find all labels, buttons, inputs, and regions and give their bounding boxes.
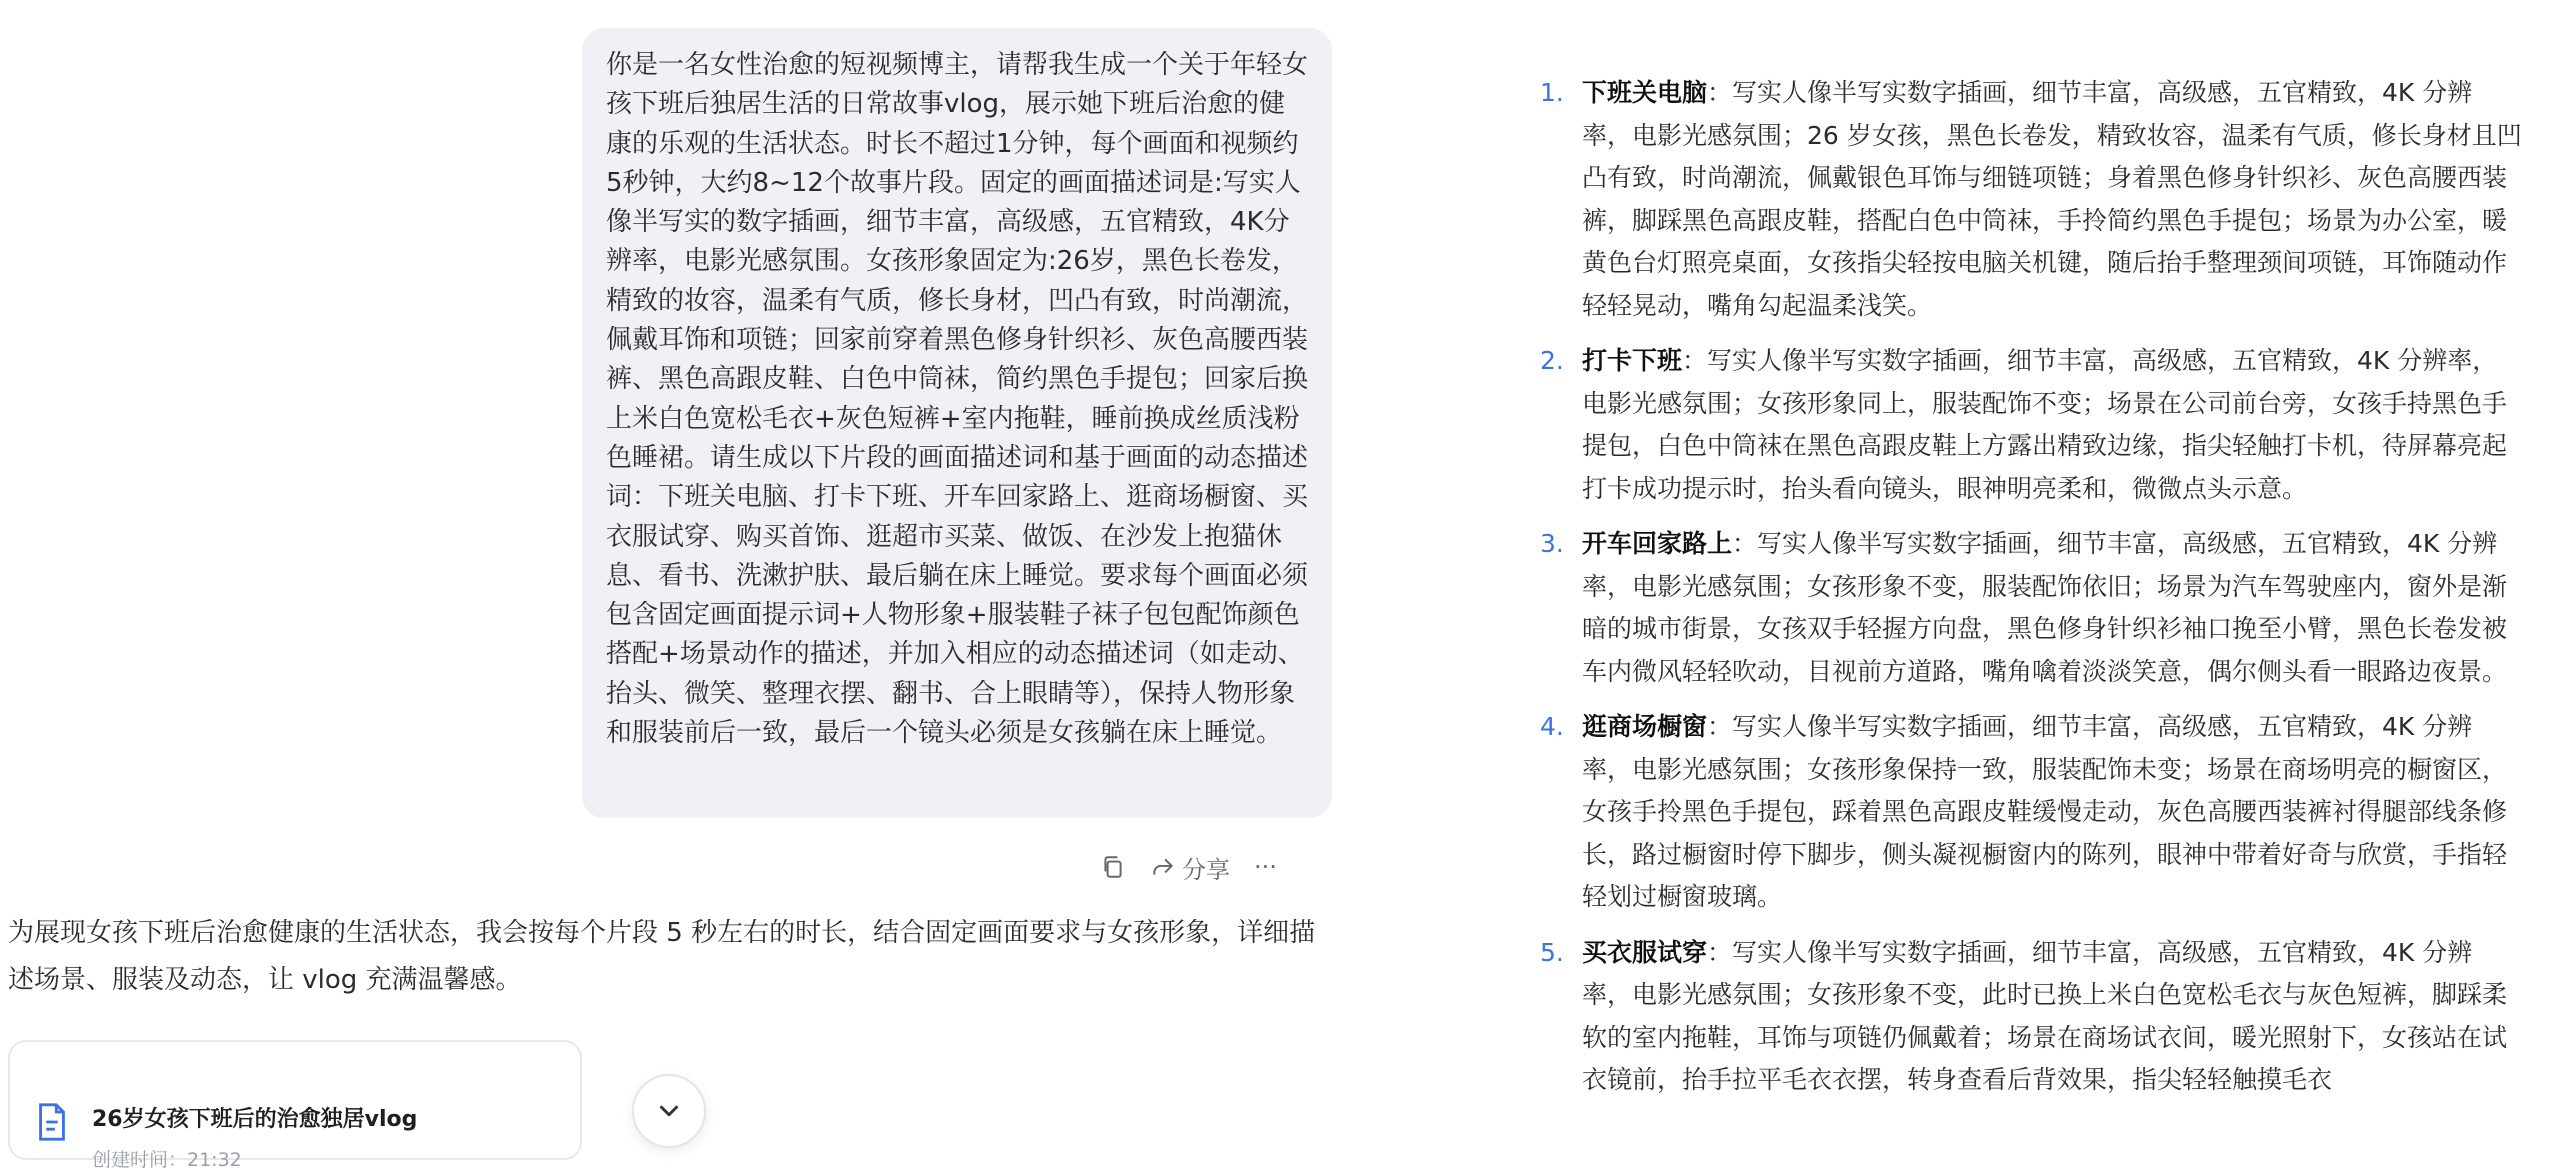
document-icon: [34, 1102, 70, 1142]
list-item-text: [1582, 932, 2522, 1102]
list-item: [1540, 932, 2522, 1102]
list-number: 2.: [1540, 346, 1564, 375]
list-item-description: ：写实人像半写实数字插画，细节丰富，高级感，五官精致，4K 分辨率，电影光感氛围；女孩形象同上，服装配饰不变；场景在公司前台旁，女孩手持黑色手提包，白色中筒袜在黑色高跟皮鞋上方露出精致边缘，指尖轻触打卡机，待屏幕亮起打卡成功提示时，抬头看向镜头，眼神明亮柔和，微微点头示意。: [1582, 346, 2508, 503]
message-actions: [1100, 847, 1277, 887]
list-item-title: 打卡下班: [1582, 346, 1683, 375]
list-item-title: 开车回家路上: [1582, 529, 1733, 558]
list-item-description: ：写实人像半写实数字插画，细节丰富，高级感，五官精致，4K 分辨率，电影光感氛围；女孩形象不变，此时已换上米白色宽松毛衣与灰色短裤，脚踩柔软的室内拖鞋，耳饰与项链仍佩戴着；场景在商场试衣间，暖光照射下，女孩站在试衣镜前，抬手拉平毛衣衣摆，转身查看后背效果，指尖轻轻触摸毛衣: [1582, 937, 2508, 1094]
list-item-text: [1582, 523, 2522, 693]
list-number: 3.: [1540, 529, 1564, 558]
list-item: [1540, 523, 2522, 693]
list-item-description: ：写实人像半写实数字插画，细节丰富，高级感，五官精致，4K 分辨率，电影光感氛围；26 岁女孩，黑色长卷发，精致妆容，温柔有气质，修长身材且凹凸有致，时尚潮流，佩戴银色耳饰与细链项链；身着黑色修身针织衫、灰色高腰西装裤，脚踩黑色高跟皮鞋，搭配白色中筒袜，手拎简约黑色手提包；场景为办公室，暖黄色台灯照亮桌面，女孩指尖轻按电脑关机键，随后抬手整理颈间项链，耳饰随动作轻轻晃动，嘴角勾起温柔浅笑。: [1582, 78, 2522, 320]
list-item-title: 买衣服试穿: [1582, 937, 1708, 967]
list-item-title: 下班关电脑: [1582, 78, 1708, 107]
document-title: 26岁女孩下班后的治愈独居vlog: [92, 1107, 418, 1132]
storyboard-list: [1540, 72, 2522, 1115]
scroll-to-bottom-button[interactable]: [632, 1074, 706, 1148]
share-icon: [1150, 854, 1176, 880]
assistant-intro-text: 为展现女孩下班后治愈健康的生活状态，我会按每个片段 5 秒左右的时长，结合固定画面要求与女孩形象，详细描述场景、服装及动态，让 vlog 充满温馨感。: [8, 918, 1316, 995]
list-item: [1540, 340, 2522, 510]
user-message-text: 你是一名女性治愈的短视频博主，请帮我生成一个关于年轻女孩下班后独居生活的日常故事vlog，展示她下班后治愈的健康的乐观的生活状态。时长不超过1分钟，每个画面和视频约5秒钟，大约8~12个故事片段。固定的画面描述词是:写实人像半写实的数字插画，细节丰富，高级感，五官精致，4K分辨率，电影光感氛围。女孩形象固定为:26岁，黑色长卷发，精致的妆容，温柔有气质，修长身材，凹凸有致，时尚潮流，佩戴耳饰和项链；回家前穿着黑色修身针织衫、灰色高腰西装裤、黑色高跟皮鞋、白色中筒袜，简约黑色手提包；回家后换上米白色宽松毛衣+灰色短裤+室内拖鞋，睡前换成丝质浅粉色睡裙。请生成以下片段的画面描述词和基于画面的动态描述词：下班关电脑、打卡下班、开车回家路上、逛商场橱窗、买衣服试穿、购买首饰、逛超市买菜、做饭、在沙发上抱猫休息、看书、洗漱护肤、最后躺在床上睡觉。要求每个画面必须包含固定画面提示词+人物形象+服装鞋子袜子包包配饰颜色搭配+场景动作的描述，并加入相应的动态描述词（如走动、抬头、微笑、整理衣摆、翻书、合上眼睛等），保持人物形象和服装前后一致，最后一个镜头必须是女孩躺在床上睡觉。: [606, 50, 1309, 749]
list-item: [1540, 706, 2522, 919]
copy-icon: [1100, 854, 1126, 880]
list-item-description: ：写实人像半写实数字插画，细节丰富，高级感，五官精致，4K 分辨率，电影光感氛围；女孩形象不变，服装配饰依旧；场景为汽车驾驶座内，窗外是渐暗的城市街景，女孩双手轻握方向盘，黑色修身针织衫袖口挽至小臂，黑色长卷发被车内微风轻轻吹动，目视前方道路，嘴角噙着淡淡笑意，偶尔侧头看一眼路边夜景。: [1582, 529, 2508, 686]
copy-button[interactable]: [1100, 854, 1126, 880]
user-message-bubble: [582, 28, 1332, 818]
list-item-description: ：写实人像半写实数字插画，细节丰富，高级感，五官精致，4K 分辨率，电影光感氛围；女孩形象保持一致，服装配饰未变；场景在商场明亮的橱窗区，女孩手拎黑色手提包，踩着黑色高跟皮鞋缓慢走动，灰色高腰西装裤衬得腿部线条修长，路过橱窗时停下脚步，侧头凝视橱窗内的陈列，眼神中带着好奇与欣赏，手指轻轻划过橱窗玻璃。: [1582, 712, 2508, 911]
more-button[interactable]: [1254, 853, 1277, 881]
document-created-time: 创建时间：21:32: [92, 1149, 242, 1171]
list-item-title: 逛商场橱窗: [1582, 712, 1708, 741]
more-icon: ···: [1254, 853, 1277, 881]
list-item-text: [1582, 706, 2522, 919]
document-card-text: [92, 1068, 417, 1172]
list-item: [1540, 72, 2522, 327]
list-item-text: [1582, 340, 2522, 510]
chevron-down-icon: [654, 1096, 684, 1126]
share-button[interactable]: [1150, 850, 1230, 885]
list-item-text: [1582, 72, 2522, 327]
document-card[interactable]: [8, 1040, 582, 1171]
list-number: 1.: [1540, 78, 1564, 107]
share-label: 分享: [1182, 855, 1230, 884]
list-number: 5.: [1540, 937, 1564, 967]
list-number: 4.: [1540, 712, 1564, 741]
